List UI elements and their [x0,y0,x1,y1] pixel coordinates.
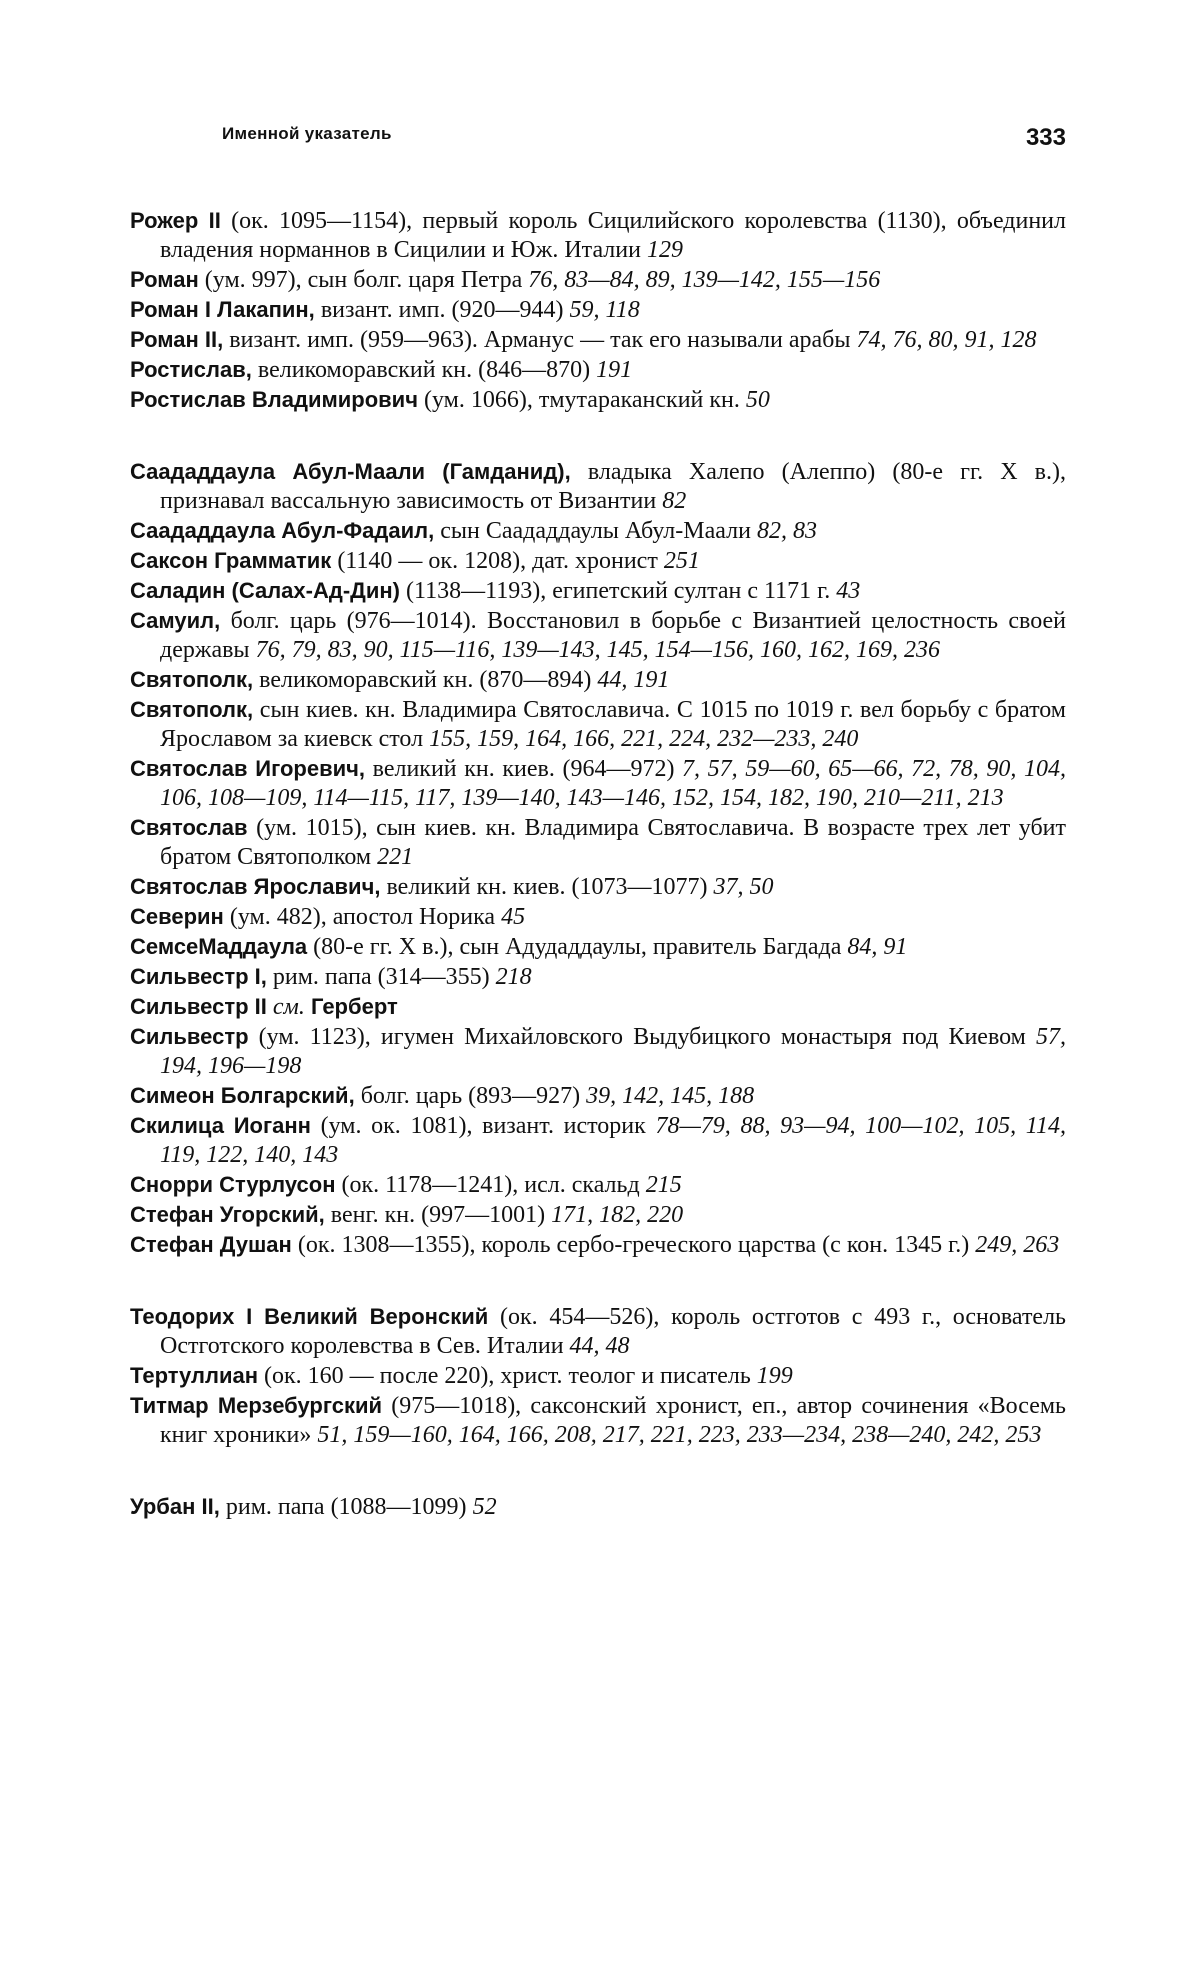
entry-description: визант. имп. (920—944) [314,297,570,323]
entry-description: (ум. 997), сын болг. царя Петра [198,267,529,293]
entry-page-refs: 221 [377,844,414,870]
entry-page-refs: 129 [646,237,683,263]
index-entry [130,576,1066,606]
entry-name: Саададдаула Абул-Фадаил, [130,518,435,543]
index-entry [130,665,1066,695]
entry-description: великоморавский кн. (870—894) [253,667,598,693]
index-section [130,206,1066,415]
entry-name: Сильвестр [130,1024,249,1049]
index-entry [130,265,1066,295]
entry-name: Сильвестр II [130,994,267,1019]
index-entry [130,1230,1066,1260]
cross-reference-see: см. [272,994,305,1020]
entry-description: сын киев. кн. Владимира Святославича. С 1015 по 1019 г. вел борьбу с братом Ярославом за киевск стол [160,697,1066,752]
entry-page-refs: 59, 118 [569,297,640,323]
entry-description: (ок. 1178—1241), исл. скальд [335,1172,646,1198]
entry-name: Ростислав Владимирович [130,387,418,412]
entry-page-refs: 155, 159, 164, 166, 221, 224, 232—233, 240 [429,726,859,752]
index-entry [130,1302,1066,1361]
entry-page-refs: 82, 83 [756,518,817,544]
index-section [130,457,1066,1260]
index-entry [130,1022,1066,1081]
entry-name: Саададдаула Абул-Маали (Гамданид), [130,459,571,484]
index-entry [130,1492,1066,1522]
entry-description: (ок. 454—526), король остготов с 493 г., основатель Остготского королевства в Сев. Италии [160,1304,1067,1359]
entry-description: (1140 — ок. 1208), дат. хронист [331,548,664,574]
entry-description: (ок. 160 — после 220), христ. теолог и писатель [258,1363,757,1389]
index-entry [130,872,1066,902]
entry-description: визант. имп. (959—963). Арманус — так его называли арабы [223,327,857,353]
entry-description: сын Саададдаулы Абул-Маали [434,518,757,544]
index-section [130,1302,1066,1450]
entry-name: Роман I Лакапин, [130,297,315,322]
index-entry [130,1170,1066,1200]
entry-name: Святослав Игоревич, [130,756,366,781]
index-entry [130,695,1066,754]
entry-name: Саксон Грамматик [130,548,332,573]
entry-description: (ум. 1015), сын киев. кн. Владимира Святославича. В возрасте трех лет убит братом Святополком [160,815,1066,870]
entry-name: Святослав Ярославич, [130,874,381,899]
entry-name: Северин [130,904,224,929]
entry-description: (ум. 1123), игумен Михайловского Выдубицкого монастыря под Киевом [248,1024,1036,1050]
entry-description: (ок. 1308—1355), король сербо-греческого царства (с кон. 1345 г.) [291,1232,976,1258]
entry-name: Роман II, [130,327,224,352]
entry-page-refs: 74, 76, 80, 91, 128 [856,327,1037,353]
entry-page-refs: 251 [663,548,700,574]
entry-page-refs: 57, 194, 196—198 [160,1024,1066,1079]
entry-page-refs: 191 [596,357,633,383]
page-number: 333 [1025,124,1066,151]
entry-name: Тертуллиан [130,1363,258,1388]
index-entry [130,606,1066,665]
entry-description: (ок. 1095—1154), первый король Сицилийского королевства (1130), объединил владения норманнов в Сицилии и Юж. Италии [160,208,1066,263]
entry-name: Титмар Мерзебургский [130,1393,383,1418]
entry-page-refs: 44, 48 [569,1333,630,1359]
entry-page-refs: 218 [495,964,532,990]
entry-name: Святополк, [130,667,254,692]
entry-name: Урбан II, [130,1494,220,1519]
entry-page-refs: 39, 142, 145, 188 [586,1083,755,1109]
entry-page-refs: 171, 182, 220 [551,1202,684,1228]
index-entry [130,546,1066,576]
index-entry [130,813,1066,872]
entry-page-refs: 82 [662,488,687,514]
entry-description: рим. папа (1088—1099) [219,1494,473,1520]
entry-name: СемсеMaддаула [130,934,308,959]
entry-name: Снорри Стурлусон [130,1172,336,1197]
index-entry [130,754,1066,813]
entry-description: рим. папа (314—355) [266,964,496,990]
index-entry [130,206,1066,265]
index-entry [130,385,1066,415]
entry-page-refs: 50 [745,387,770,413]
entry-page-refs: 76, 83—84, 89, 139—142, 155—156 [528,267,881,293]
entry-description: владыка Халепо (Алеппо) (80-е гг. X в.), признавал вассальную зависимость от Византии [160,459,1066,514]
index-entry [130,1391,1066,1450]
entry-page-refs: 43 [836,578,861,604]
entry-description: болг. царь (893—927) [354,1083,587,1109]
entry-description: великий кн. киев. (1073—1077) [380,874,714,900]
index-entry [130,1081,1066,1111]
index-section [130,1492,1066,1522]
entry-page-refs: 249, 263 [975,1232,1060,1258]
entry-name: Теодорих I Великий Веронский [130,1304,489,1329]
entry-name: Роман [130,267,199,292]
name-index [130,206,1066,1522]
entry-description: великий кн. киев. (964—972) [365,756,683,782]
entry-page-refs: 215 [645,1172,682,1198]
entry-name: Саладин (Салах-Ад-Дин) [130,578,400,603]
index-entry [130,902,1066,932]
entry-description: (ум. 482), апостол Норика [223,904,502,930]
entry-page-refs: 78—79, 88, 93—94, 100—102, 105, 114, 119, 122, 140, 143 [160,1113,1066,1168]
entry-name: Самуил, [130,608,221,633]
index-entry [130,355,1066,385]
entry-name: Святополк, [130,697,254,722]
index-entry [130,1361,1066,1391]
entry-page-refs: 51, 159—160, 164, 166, 208, 217, 221, 223, 233—234, 238—240, 242, 253 [317,1422,1042,1448]
entry-page-refs: 44, 191 [597,667,670,693]
entry-description: (ум. ок. 1081), визант. историк [310,1113,656,1139]
index-entry [130,1200,1066,1230]
entry-description: венг. кн. (997—1001) [324,1202,552,1228]
entry-name: Симеон Болгарский, [130,1083,355,1108]
entry-name: Ростислав, [130,357,252,382]
index-entry [130,1111,1066,1170]
index-entry [130,457,1066,516]
entry-page-refs: 52 [472,1494,497,1520]
entry-page-refs: 76, 79, 83, 90, 115—116, 139—143, 145, 154—156, 160, 162, 169, 236 [255,637,941,663]
index-entry [130,295,1066,325]
running-title: Именной указатель [222,124,392,143]
entry-page-refs: 84, 91 [847,934,908,960]
entry-name: Рожер II [130,208,221,233]
entry-description: (ум. 1066), тмутараканский кн. [417,387,746,413]
entry-name: Скилица Иоганн [130,1113,311,1138]
index-entry [130,962,1066,992]
entry-name: Святослав [130,815,248,840]
entry-name: Стефан Угорский, [130,1202,325,1227]
index-entry [130,992,1066,1022]
entry-page-refs: 7, 57, 59—60, 65—66, 72, 78, 90, 104, 106, 108—109, 114—115, 117, 139—140, 143—146, 152, 154, 182, 190, 210—211, 213 [160,756,1066,811]
entry-page-refs: 45 [501,904,526,930]
entry-name: Стефан Душан [130,1232,292,1257]
cross-reference-target: Герберт [304,994,398,1019]
index-entry [130,516,1066,546]
index-entry [130,932,1066,962]
entry-description: великоморавский кн. (846—870) [251,357,597,383]
entry-description: (80-е гг. X в.), сын Адудаддаулы, правитель Багдада [307,934,848,960]
index-entry [130,325,1066,355]
entry-description: (1138—1193), египетский султан с 1171 г. [399,578,837,604]
entry-name: Сильвестр I, [130,964,267,989]
entry-description: болг. царь (976—1014). Восстановил в борьбе с Византией целостность своей державы [160,608,1066,663]
entry-page-refs: 199 [756,1363,793,1389]
entry-page-refs: 37, 50 [713,874,774,900]
entry-description: (975—1018), саксонский хронист, еп., автор сочинения «Восемь книг хроники» [160,1393,1066,1448]
